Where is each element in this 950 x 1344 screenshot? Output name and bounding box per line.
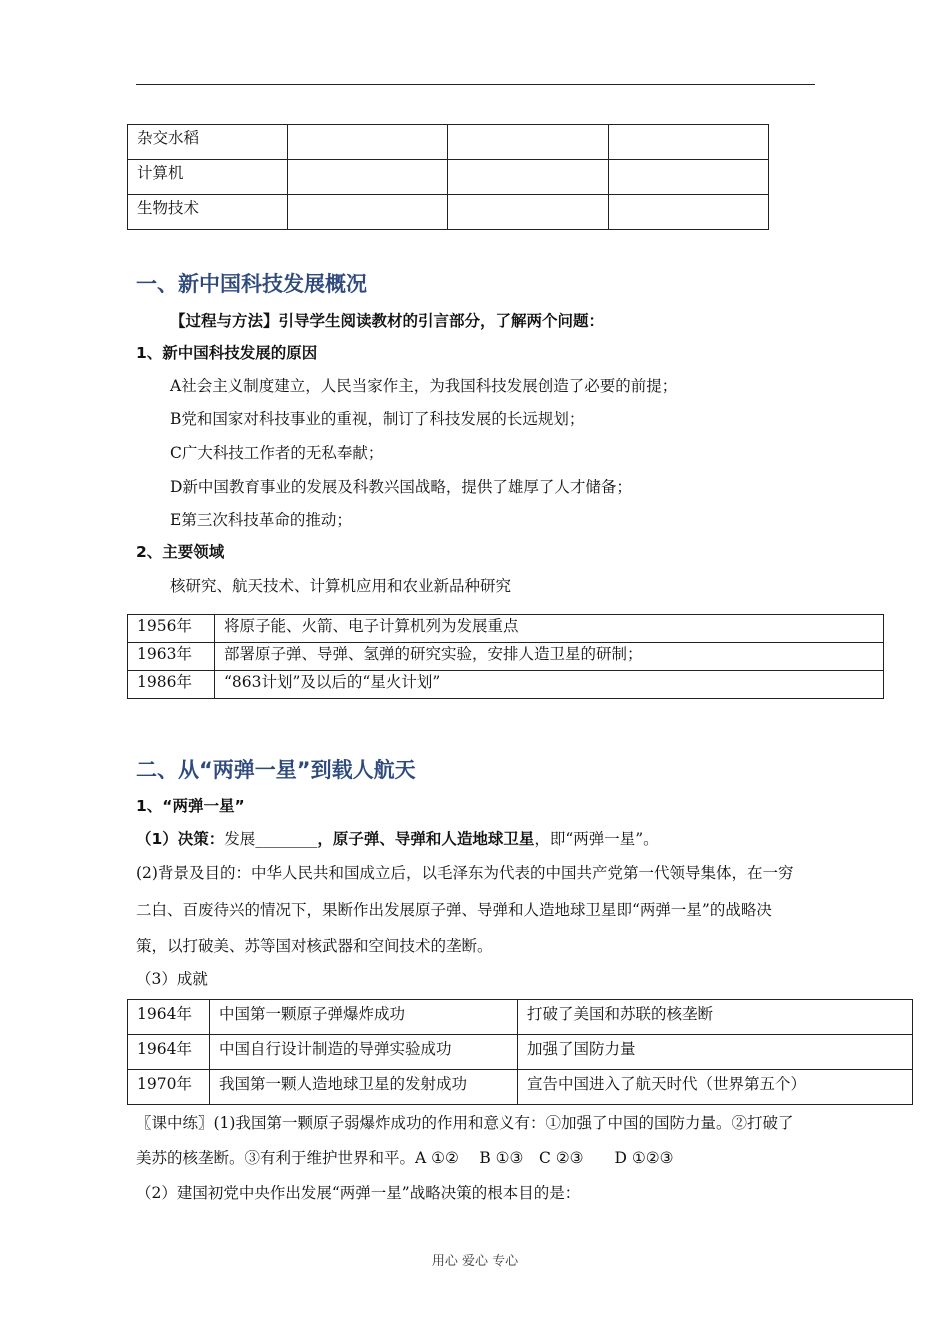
table-cell: [608, 195, 769, 230]
timeline-table: [127, 614, 884, 699]
table-cell: 1963年: [128, 643, 215, 671]
table-row: [128, 1070, 913, 1105]
exercise-line: 〖课中练〗(1)我国第一颗原子弱爆炸成功的作用和意义有：①加强了中国的国防力量。②打破了: [136, 1114, 794, 1132]
table-cell: 计算机: [128, 160, 288, 195]
table-cell: 打破了美国和苏联的核垄断: [518, 1000, 913, 1035]
section2-heading: 二、从“两弹一星”到载人航天: [136, 758, 416, 782]
table-row: [128, 1035, 913, 1070]
fields-text: 核研究、航天技术、计算机应用和农业新品种研究: [170, 577, 512, 595]
table-cell: 中国第一颗原子弹爆炸成功: [210, 1000, 518, 1035]
table-cell: 部署原子弹、导弹、氢弹的研究实验，安排人造卫星的研制；: [215, 643, 884, 671]
table-cell: [608, 125, 769, 160]
exercise-line: 美苏的核垄断。③有利于维护世界和平。A ①② B ①③ C ②③ D ①②③: [136, 1149, 674, 1167]
decision-line: [136, 827, 659, 849]
table-cell: 杂交水稻: [128, 125, 288, 160]
table-cell: [448, 125, 608, 160]
sub-title-reasons: 1、新中国科技发展的原因: [136, 344, 318, 362]
decision-post: ，即“两弹一星”。: [534, 830, 659, 848]
table-cell: [287, 160, 447, 195]
decision-blank: ________: [255, 830, 318, 848]
table-row: [128, 643, 884, 671]
sub-title-two-bombs: 1、“两弹一星”: [136, 797, 245, 815]
exercise-line: （2）建国初党中央作出发展“两弹一星”战略决策的根本目的是：: [136, 1184, 581, 1202]
achievements-table: [127, 999, 913, 1105]
table-cell: 加强了国防力量: [518, 1035, 913, 1070]
section1-heading: 一、新中国科技发展概况: [136, 272, 367, 296]
table-cell: [448, 195, 608, 230]
table-cell: 1964年: [128, 1035, 210, 1070]
inventions-table: [127, 124, 769, 230]
table-cell: 宣告中国进入了航天时代（世界第五个）: [518, 1070, 913, 1105]
table-cell: 1970年: [128, 1070, 210, 1105]
table-cell: 1986年: [128, 671, 215, 699]
reason-item: B党和国家对科技事业的重视，制订了科技发展的长远规划；: [170, 410, 585, 428]
table-cell: [448, 160, 608, 195]
reason-item: C广大科技工作者的无私奉献；: [170, 444, 384, 462]
decision-label: （1）决策：: [136, 830, 225, 848]
table-cell: 中国自行设计制造的导弹实验成功: [210, 1035, 518, 1070]
table-cell: 将原子能、火箭、电子计算机列为发展重点: [215, 615, 884, 643]
background-line: 策，以打破美、苏等国对核武器和空间技术的垄断。: [136, 937, 493, 955]
table-cell: [287, 125, 447, 160]
table-row: [128, 671, 884, 699]
table-row: [128, 160, 769, 195]
achievements-label: （3）成就: [136, 970, 208, 988]
table-row: [128, 125, 769, 160]
background-line: (2)背景及目的：中华人民共和国成立后，以毛泽东为代表的中国共产党第一代领导集体，在一穷: [136, 864, 794, 882]
reason-item: E第三次科技革命的推动；: [170, 511, 352, 529]
decision-pre: 发展: [224, 830, 256, 848]
table-cell: “863计划”及以后的“星火计划”: [215, 671, 884, 699]
reason-item: A社会主义制度建立，人民当家作主，为我国科技发展创造了必要的前提；: [170, 377, 678, 395]
table-cell: 1956年: [128, 615, 215, 643]
table-row: [128, 195, 769, 230]
reason-item: D新中国教育事业的发展及科教兴国战略，提供了雄厚了人才储备；: [170, 478, 632, 496]
table-cell: [287, 195, 447, 230]
sub-title-fields: 2、主要领域: [136, 543, 225, 561]
table-row: [128, 615, 884, 643]
table-cell: 生物技术: [128, 195, 288, 230]
table-cell: 我国第一颗人造地球卫星的发射成功: [210, 1070, 518, 1105]
background-line: 二白、百废待兴的情况下，果断作出发展原子弹、导弹和人造地球卫星即“两弹一星”的战略决: [136, 901, 772, 919]
table-cell: [608, 160, 769, 195]
header-rule: [136, 84, 815, 85]
method-line: 【过程与方法】引导学生阅读教材的引言部分，了解两个问题：: [170, 312, 605, 330]
table-row: [128, 1000, 913, 1035]
page-footer: 用心 爱心 专心: [431, 1254, 519, 1269]
table-cell: 1964年: [128, 1000, 210, 1035]
decision-bold: ，原子弹、导弹和人造地球卫星: [317, 830, 535, 848]
